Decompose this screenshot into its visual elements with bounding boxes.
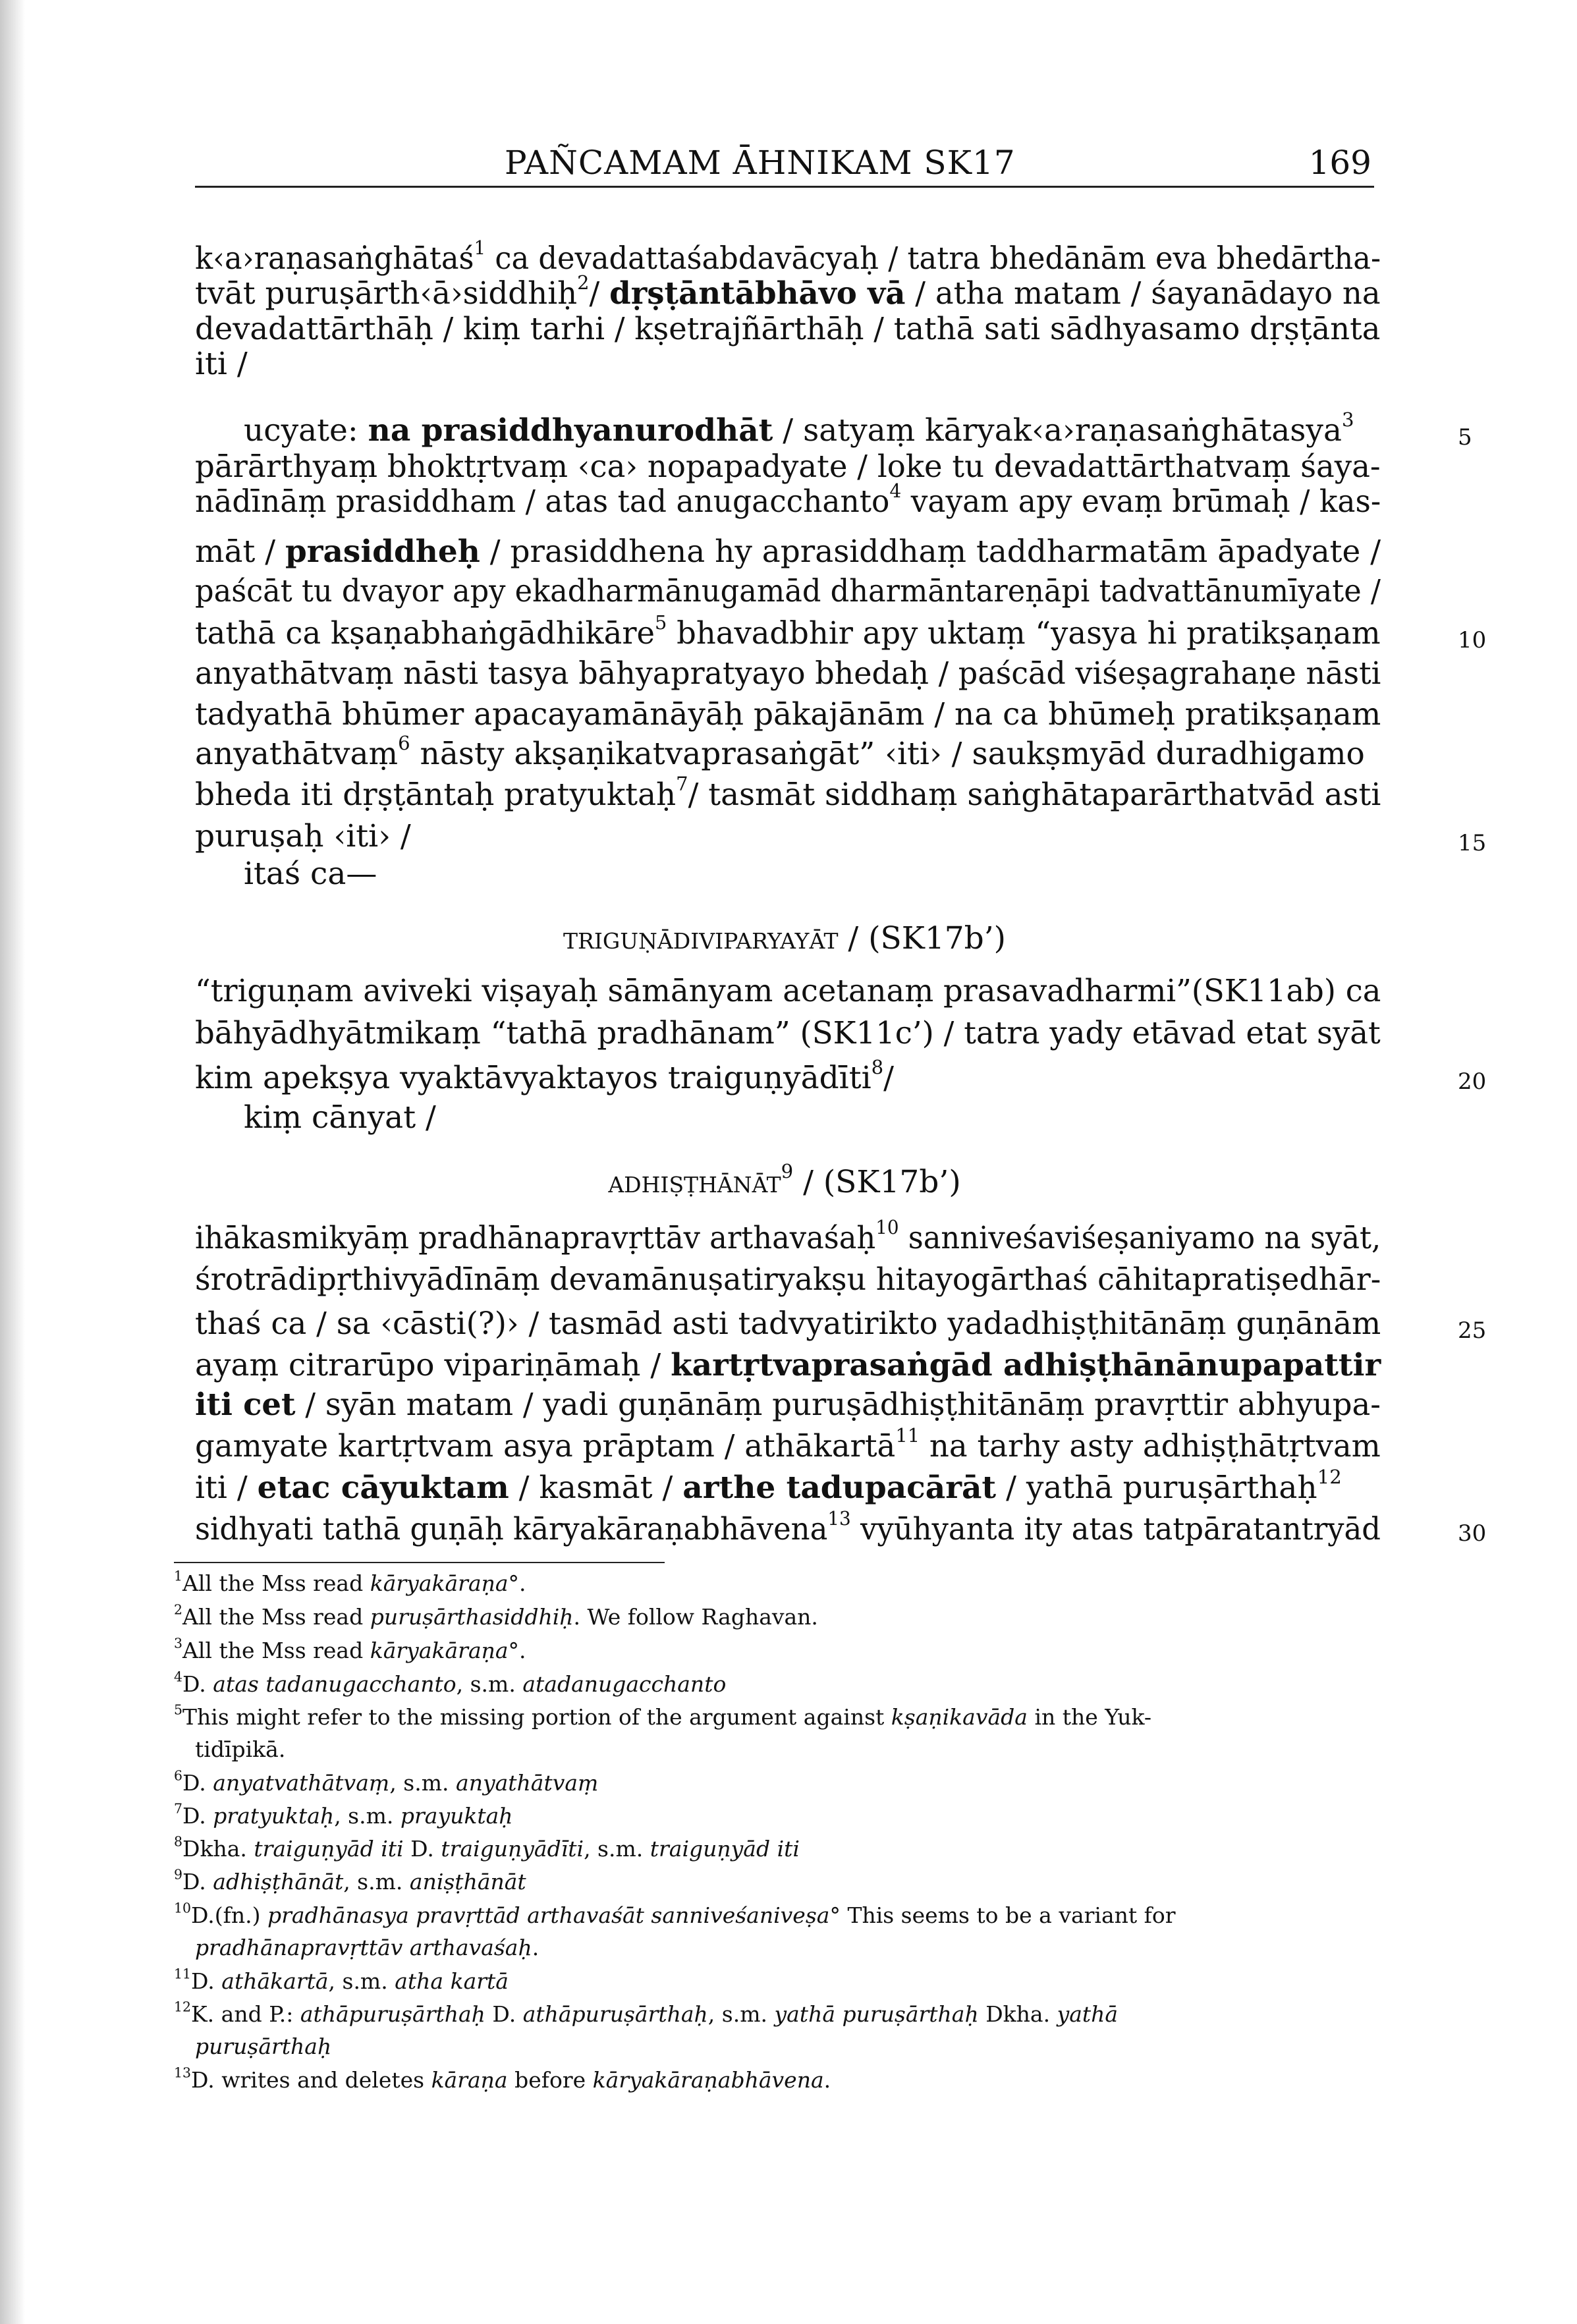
body-line: bāhyādhyātmikaṃ “tathā pradhānam” (SK11c’) / tatra yady etāvad etat syāt xyxy=(195,1015,1381,1051)
line-number: 30 xyxy=(1458,1520,1487,1547)
footnote-continuation: tidīpikā. xyxy=(195,1736,286,1762)
body-line: anyathātvaṃ nāsti tasya bāhyapratyayo bhedaḥ / paścād viśeṣagrahaṇe nāsti xyxy=(195,655,1381,692)
body-line: ayaṃ citrarūpo vipariṇāmaḥ / kartṛtvaprasaṅgād adhiṣṭhānānupapattir xyxy=(195,1347,1381,1383)
body-line: śrotrādipṛthivyādīnāṃ devamānuṣatiryakṣu hitayogārthaś cāhitapratiṣedhār- xyxy=(195,1261,1381,1298)
footnote: $^9$D. adhiṣṭhānāt, s.m. aniṣṭhānāt xyxy=(174,1866,526,1895)
footnote: $^6$D. anyatvathātvaṃ, s.m. anyathātvaṃ xyxy=(174,1767,599,1796)
body-line: ucyate: na prasiddhyanurodhāt / satyaṃ kāryak‹a›raṇasaṅghātasya$^3$ xyxy=(244,408,1354,449)
body-line: iti / xyxy=(195,346,248,382)
body-line: tathā ca kṣaṇabhaṅgādhikāre$^5$ bhavadbhir apy uktaṃ “yasya hi pratikṣaṇam xyxy=(195,611,1381,651)
body-line: kim apekṣya vyaktāvyaktayos traiguṇyādīti$^8$/ xyxy=(195,1056,895,1096)
footnote: $^{12}$K. and P.: athāpuruṣārthaḥ D. athāpuruṣārthaḥ, s.m. yathā puruṣārthaḥ Dkha. yathā xyxy=(174,1999,1119,2027)
page-number: 169 xyxy=(1308,144,1371,182)
footnote: $^{13}$D. writes and deletes kāraṇa before kāryakāraṇabhāvena. xyxy=(174,2064,831,2093)
body-line: thaś ca / sa ‹cāsti(?)› / tasmād asti tadvyatirikto yadadhiṣṭhitānāṃ guṇānām xyxy=(195,1306,1381,1342)
running-header xyxy=(195,138,1374,188)
footnote: $^7$D. pratyuktaḥ, s.m. prayuktaḥ xyxy=(174,1800,513,1829)
section-heading: adhiṣṭhānāt$^9$ / (SK17b’) xyxy=(608,1160,961,1200)
footnote-continuation: pradhānapravṛttāv arthavaśaḥ. xyxy=(195,1935,540,1960)
footnote: $^{10}$D.(fn.) pradhānasya pravṛttād arthavaśāt sanniveśaniveṣa° This seems to be a variant for xyxy=(174,1900,1176,1928)
line-number: 25 xyxy=(1458,1317,1487,1344)
body-line: bheda iti dṛṣṭāntaḥ pratyuktaḥ$^7$/ tasmāt siddhaṃ saṅghātaparārthatvād asti xyxy=(195,773,1381,813)
footnote-continuation: puruṣārthaḥ xyxy=(195,2034,332,2059)
body-line: “triguṇam aviveki viṣayaḥ sāmānyam acetanaṃ prasavadharmi”(SK11ab) ca xyxy=(195,973,1381,1009)
footnote: $^1$All the Mss read kāryakāraṇa°. xyxy=(174,1568,526,1596)
body-line: puruṣaḥ ‹iti› / xyxy=(195,818,411,854)
footnote: $^5$This might refer to the missing portion of the argument against kṣaṇikavāda in the Yuk- xyxy=(174,1702,1152,1730)
line-number: 5 xyxy=(1458,424,1472,451)
footnote: $^2$All the Mss read puruṣārthasiddhiḥ. We follow Raghavan. xyxy=(174,1601,818,1630)
body-line: nādīnāṃ prasiddham / atas tad anugacchanto$^4$ vayam apy evaṃ brūmaḥ / kas- xyxy=(195,480,1381,520)
body-line: tvāt puruṣārth‹ā›siddhiḥ$^2$/ dṛṣṭāntābhāvo vā / atha matam / śayanādayo na xyxy=(195,271,1381,312)
body-line: sidhyati tathā guṇāḥ kāryakāraṇabhāvena$^{13}$ vyūhyanta ity atas tatpāratantryād xyxy=(195,1507,1381,1547)
body-line: ihākasmikyāṃ pradhānapravṛttāv arthavaśaḥ$^{10}$ sanniveśaviśeṣaniyamo na syāt, xyxy=(195,1216,1381,1256)
footnote-rule xyxy=(174,1562,665,1563)
body-line: k‹a›raṇasaṅghātaś$^1$ ca devadattaśabdavācyaḥ / tatra bhedānām eva bhedārtha- xyxy=(195,236,1381,277)
body-line: gamyate kartṛtvam asya prāptam / athākartā$^{11}$ na tarhy asty adhiṣṭhātṛtvam xyxy=(195,1424,1381,1464)
body-line: iti cet / syān matam / yadi guṇānāṃ puruṣādhiṣṭhitānāṃ pravṛttir abhyupa- xyxy=(195,1387,1381,1423)
line-number: 10 xyxy=(1458,627,1487,653)
body-line: paścāt tu dvayor apy ekadharmānugamād dharmāntareṇāpi tadvattānumīyate / xyxy=(195,573,1381,609)
page-binding-shadow xyxy=(0,0,25,2324)
footnote: $^4$D. atas tadanugacchanto, s.m. atadanugacchanto xyxy=(174,1669,727,1697)
body-line: iti / etac cāyuktam / kasmāt / arthe tadupacārāt / yathā puruṣārthaḥ$^{12}$ xyxy=(195,1466,1342,1506)
line-number: 15 xyxy=(1458,830,1487,856)
line-number: 20 xyxy=(1458,1068,1487,1095)
body-line: devadattārthāḥ / kiṃ tarhi / kṣetrajñārthāḥ / tathā sati sādhyasamo dṛṣṭānta xyxy=(195,311,1381,347)
body-line: kiṃ cānyat / xyxy=(244,1099,436,1136)
section-heading: triguṇādiviparyayāt / (SK17b’) xyxy=(563,920,1007,956)
body-line: anyathātvaṃ$^6$ nāsty akṣaṇikatvaprasaṅgāt” ‹iti› / saukṣmyād duradhigamo xyxy=(195,732,1365,772)
running-title: PAÑCAMAM ĀHNIKAM SK17 xyxy=(505,144,1016,182)
footnote: $^3$All the Mss read kāryakāraṇa°. xyxy=(174,1635,526,1663)
body-line: māt / prasiddheḥ / prasiddhena hy aprasiddhaṃ taddharmatām āpadyate / xyxy=(195,534,1381,570)
body-line: pārārthyaṃ bhoktṛtvaṃ ‹ca› nopapadyate / loke tu devadattārthatvaṃ śaya- xyxy=(195,449,1381,485)
body-line: itaś ca— xyxy=(244,856,377,892)
footnote: $^{11}$D. athākartā, s.m. atha kartā xyxy=(174,1966,509,1994)
footnote: $^8$Dkha. traiguṇyād iti D. traiguṇyādīti, s.m. traiguṇyād iti xyxy=(174,1833,800,1862)
body-line: tadyathā bhūmer apacayamānāyāḥ pākajānām / na ca bhūmeḥ pratikṣaṇam xyxy=(195,696,1381,733)
